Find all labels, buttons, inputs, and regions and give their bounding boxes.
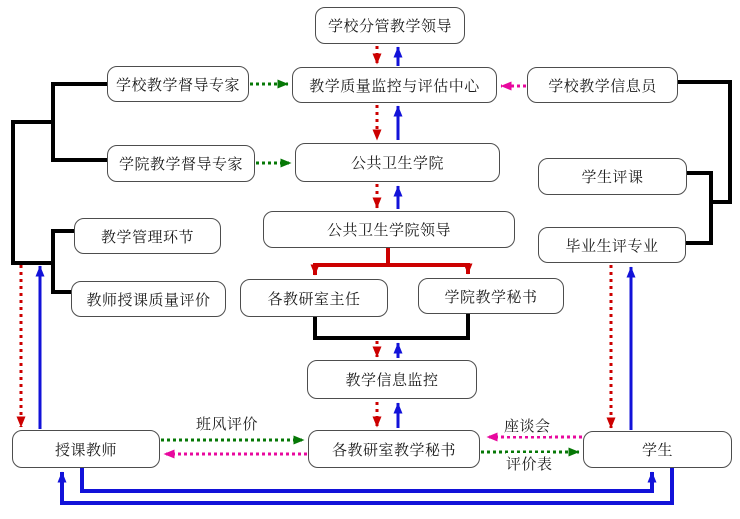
red-solid-arrows bbox=[313, 248, 470, 275]
node-teaching-management: 教学管理环节 bbox=[74, 218, 221, 254]
node-graduate-major-eval: 毕业生评专业 bbox=[538, 227, 686, 263]
node-school-supervisors: 学校教学督导专家 bbox=[107, 66, 249, 102]
students-to-lecturers-bottom bbox=[62, 468, 672, 503]
node-dept-secretaries: 各教研室教学秘书 bbox=[308, 430, 480, 468]
node-college-supervisors: 学院教学督导专家 bbox=[107, 145, 255, 182]
left-supervisors-bracket bbox=[53, 84, 107, 160]
left-trunk-line bbox=[13, 122, 53, 263]
node-student-course-eval: 学生评课 bbox=[538, 158, 687, 195]
node-students: 学生 bbox=[583, 431, 732, 468]
edge-label-class-style-eval: 班风评价 bbox=[196, 415, 259, 433]
node-college-secretary: 学院教学秘书 bbox=[418, 278, 564, 314]
lecturers-to-students-bottom bbox=[82, 468, 652, 491]
left-management-bracket bbox=[53, 231, 75, 292]
node-college-leaders: 公共卫生学院领导 bbox=[263, 211, 515, 248]
edge-label-evaluation-form: 评价表 bbox=[506, 455, 553, 473]
node-dept-directors: 各教研室主任 bbox=[240, 279, 388, 317]
node-school-leader: 学校分管教学领导 bbox=[315, 7, 465, 44]
node-public-health-college: 公共卫生学院 bbox=[295, 143, 500, 182]
leaders-split-stem bbox=[313, 248, 470, 265]
node-quality-center: 教学质量监控与评估中心 bbox=[292, 67, 497, 103]
node-school-informants: 学校教学信息员 bbox=[527, 67, 678, 103]
edge-label-symposium: 座谈会 bbox=[504, 417, 551, 435]
node-lecturers: 授课教师 bbox=[12, 430, 160, 468]
node-info-monitoring: 教学信息监控 bbox=[307, 360, 477, 399]
right-student-eval-bracket bbox=[686, 173, 711, 243]
node-teacher-lecture-eval: 教师授课质量评价 bbox=[71, 281, 226, 317]
